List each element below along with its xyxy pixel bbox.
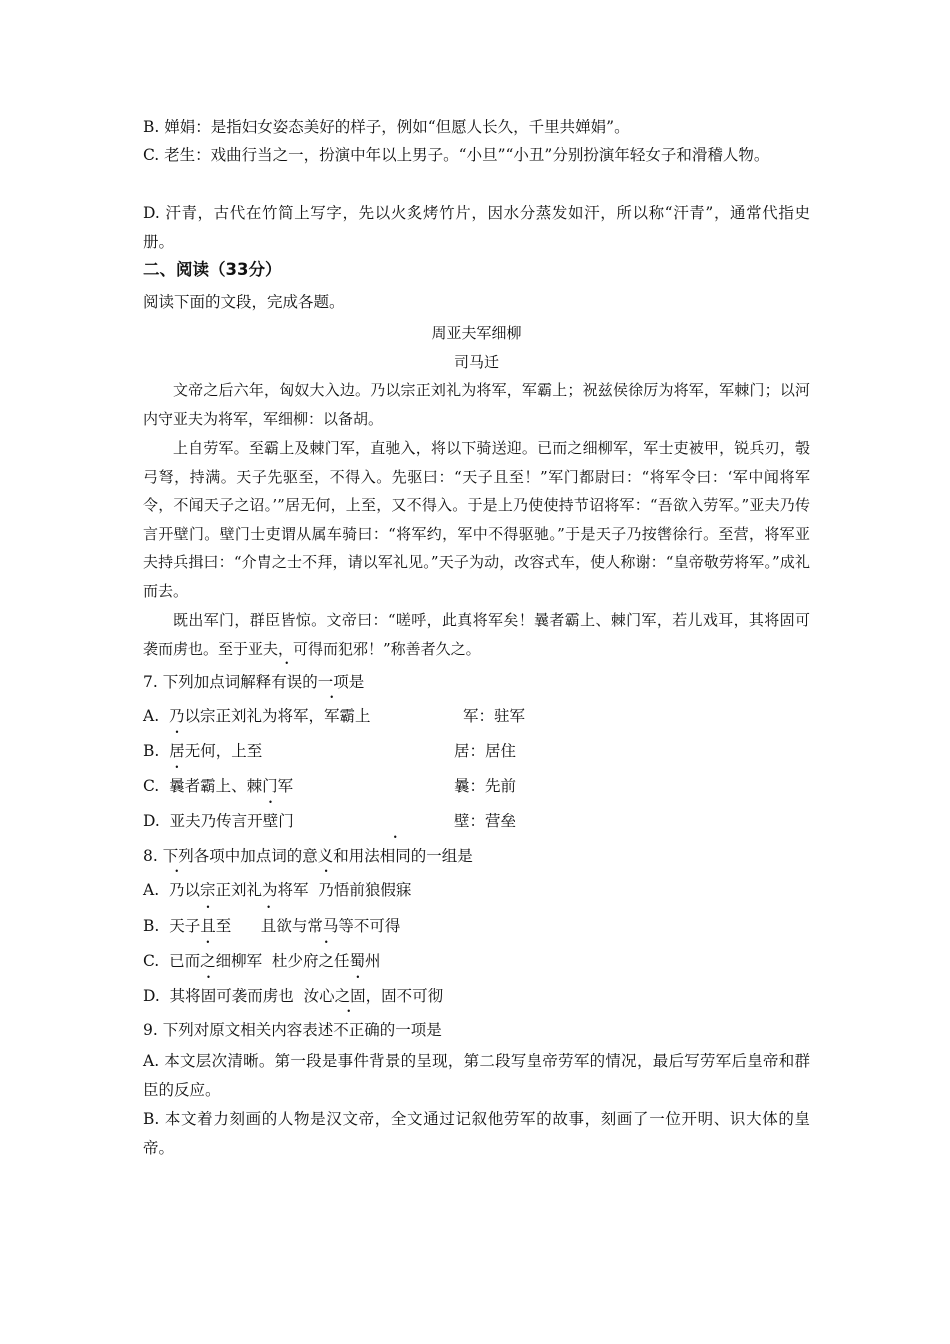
passage-paragraph-1: 文帝之后六年，匈奴大入边。乃以宗正刘礼为将军，军霸上；祝兹侯徐厉为将军，军棘门；以河内守亚夫为将军，军细柳：以备胡。 xyxy=(143,381,810,428)
dotted-word: 曩 xyxy=(169,777,185,795)
q7-option-b: B. 居无何，上至 xyxy=(143,742,263,760)
q7-option-d: D. 亚夫乃传言开壁门 xyxy=(143,812,294,830)
q7-option-b-explanation: 居：居住 xyxy=(454,742,517,760)
dotted-word: 固 xyxy=(350,987,366,1005)
q7-option-d-explanation: 壁：营垒 xyxy=(454,812,517,830)
dotted-word: 居 xyxy=(169,742,185,760)
dotted-word: 乃 xyxy=(318,881,334,899)
dotted-word: 军 xyxy=(324,707,340,725)
q8-option-d: D. 其将固可袭而虏也 汝心之固，固不可彻 xyxy=(143,987,444,1005)
q8-option-c: C. 已而之细柳军 杜少府之任蜀州 xyxy=(143,952,381,970)
passage-paragraph-3: 既出军门，群臣皆惊。文帝曰：“嗟呼，此真将军矣！曩者霸上、棘门军，若儿戏耳，其将固可袭而虏也。至于亚夫，可得而犯邪！”称善者久之。 xyxy=(143,611,810,658)
dotted-word: 之 xyxy=(200,952,216,970)
dotted-word: 固 xyxy=(200,987,217,1005)
passage-paragraph-2: 上自劳军。至霸上及棘门军，直驰入，将以下骑送迎。已而之细柳军，军士吏被甲，锐兵刃，彀弓弩，持满。天子先驱至，不得入。先驱曰：“天子且至！”军门都尉曰：“将军令曰：‘军中闻将军令，不闻天子之诏。’”居无何，上至，又不得入。于是上乃使使持节诏将军：“吾欲入劳军。”亚夫乃传言开壁门。壁门士吏谓从属车骑曰：“将军约，军中不得驱驰。”于是天子乃按辔徐行。至营，将军亚夫持兵揖曰：“介胄之士不拜，请以军礼见。”天子为动，改容式车，使人称谢：“皇帝敬劳将军。”成礼而去。 xyxy=(143,439,810,600)
q8-option-a: A. 乃以宗正刘礼为将军 乃悟前狼假寐 xyxy=(143,881,412,899)
q7-option-a-explanation: 军：驻军 xyxy=(463,707,526,725)
section-instruction: 阅读下面的文段，完成各题。 xyxy=(143,293,345,311)
passage-title: 周亚夫军细柳 xyxy=(431,324,522,342)
q7-option-c: C. 曩者霸上、棘门军 xyxy=(143,777,294,795)
option-d-prev: D. 汗青，古代在竹简上写字，先以火炙烤竹片，因水分蒸发如汗，所以称“汗青”，通常代指史册。 xyxy=(143,204,810,251)
q8-option-b: B. 天子且至 且欲与常马等不可得 xyxy=(143,917,401,935)
passage-author: 司马迁 xyxy=(453,353,499,371)
dotted-word: 之 xyxy=(318,952,335,970)
section-heading: 二、阅读（33分） xyxy=(143,260,282,279)
question-9-stem: 9. 下列对原文相关内容表述不正确的一项是 xyxy=(143,1021,442,1039)
option-b-prev: B. 婵娟：是指妇女姿态美好的样子，例如“但愿人长久，千里共婵娟”。 xyxy=(143,118,630,136)
q7-option-a: A. 乃以宗正刘礼为将军，军霸上 xyxy=(143,707,371,725)
dotted-word: 且 xyxy=(200,917,216,935)
emphasis-dots: 有误 xyxy=(271,673,303,691)
q9-option-a: A. 本文层次清晰。第一段是事件背景的呈现，第二段写皇帝劳军的情况，最后写劳军后皇帝和群臣的反应。 xyxy=(143,1052,810,1099)
emphasis-dots: 相同 xyxy=(379,847,411,865)
dotted-word: 乃 xyxy=(168,881,185,899)
option-c-prev: C. 老生：戏曲行当之一，扮演中年以上男子。“小旦”“小丑”分别扮演年轻女子和滑稽人物。 xyxy=(143,146,770,164)
dotted-word: 且 xyxy=(260,917,277,935)
question-8-stem: 8. 下列各项中加点词的意义和用法相同的一组是 xyxy=(143,847,473,865)
question-7-stem: 7. 下列加点词解释有误的一项是 xyxy=(143,673,365,691)
dotted-word: 壁 xyxy=(262,812,279,830)
emphasis-dots: 不正 xyxy=(333,1021,365,1039)
q7-option-c-explanation: 曩：先前 xyxy=(454,777,517,795)
q9-option-b: B. 本文着力刻画的人物是汉文帝，全文通过记叙他劳军的故事，刻画了一位开明、识大体的皇帝。 xyxy=(143,1110,810,1157)
